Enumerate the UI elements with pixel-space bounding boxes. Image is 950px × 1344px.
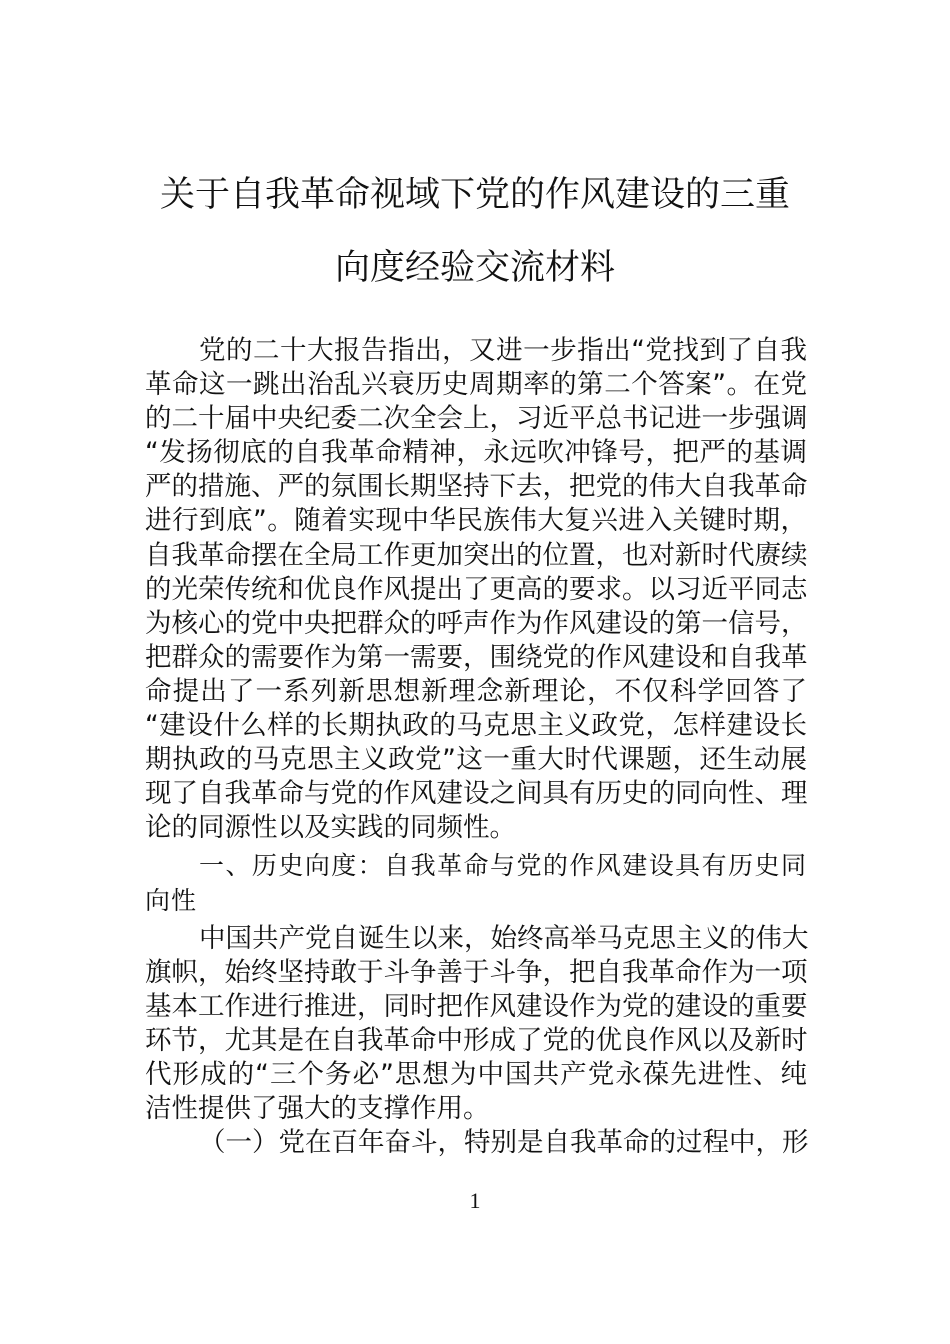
document-body <box>145 334 807 1160</box>
page-number: 1 <box>469 1188 481 1213</box>
text-line: 向性 <box>145 885 198 915</box>
text-line: 洁性提供了强大的支撑作用。 <box>145 1093 490 1125</box>
text-line: 党的二十大报告指出，又进一步指出“党找到了自我 <box>199 335 807 366</box>
text-line: “发扬彻底的自我革命精神，永远吹冲锋号，把严的基调 <box>145 437 807 469</box>
paragraph <box>145 1126 807 1160</box>
paragraph <box>145 922 807 1127</box>
text-line: 的光荣传统和优良作风提出了更高的要求。以习近平同志 <box>145 573 808 605</box>
text-line: 现了自我革命与党的作风建设之间具有历史的同向性、理 <box>145 778 808 810</box>
text-line: “建设什么样的长期执政的马克思主义政党，怎样建设长 <box>145 710 807 742</box>
text-line: 命提出了一系列新思想新理念新理论，不仅科学回答了 <box>145 675 807 707</box>
text-line: 革命这一跳出治乱兴衰历史周期率的第二个答案”。在党 <box>145 369 807 401</box>
text-line: 的二十届中央纪委二次全会上，习近平总书记进一步强调 <box>145 403 808 435</box>
document-title-line-2: 向度经验交流材料 <box>334 248 615 288</box>
text-line: 为核心的党中央把群众的呼声作为作风建设的第一信号， <box>145 607 808 639</box>
document-title-line-1: 关于自我革命视域下党的作风建设的三重 <box>159 175 790 215</box>
text-line: 进行到底”。随着实现中华民族伟大复兴进入关键时期， <box>145 505 807 537</box>
text-line: 严的措施、严的氛围长期坚持下去，把党的伟大自我革命 <box>145 471 808 503</box>
paragraph <box>145 334 807 845</box>
text-line: 一、历史向度：自我革命与党的作风建设具有历史同 <box>199 851 807 881</box>
text-line: 论的同源性以及实践的同频性。 <box>145 812 516 844</box>
text-line: 旗帜，始终坚持敢于斗争善于斗争，把自我革命作为一项 <box>145 956 808 988</box>
text-line: （一）党在百年奋斗，特别是自我革命的过程中，形 <box>199 1127 809 1159</box>
text-line: 代形成的“三个务必”思想为中国共产党永葆先进性、纯 <box>145 1058 807 1090</box>
text-line: 环节，尤其是在自我革命中形成了党的优良作风以及新时 <box>145 1024 808 1056</box>
text-line: 中国共产党自诞生以来，始终高举马克思主义的伟大 <box>199 922 809 954</box>
section-heading <box>145 849 807 917</box>
text-line: 把群众的需要作为第一需要，围绕党的作风建设和自我革 <box>145 641 808 673</box>
text-line: 基本工作进行推进，同时把作风建设作为党的建设的重要 <box>145 990 808 1022</box>
text-line: 自我革命摆在全局工作更加突出的位置，也对新时代赓续 <box>145 539 808 571</box>
text-line: 期执政的马克思主义政党”这一重大时代课题，还生动展 <box>145 744 807 776</box>
